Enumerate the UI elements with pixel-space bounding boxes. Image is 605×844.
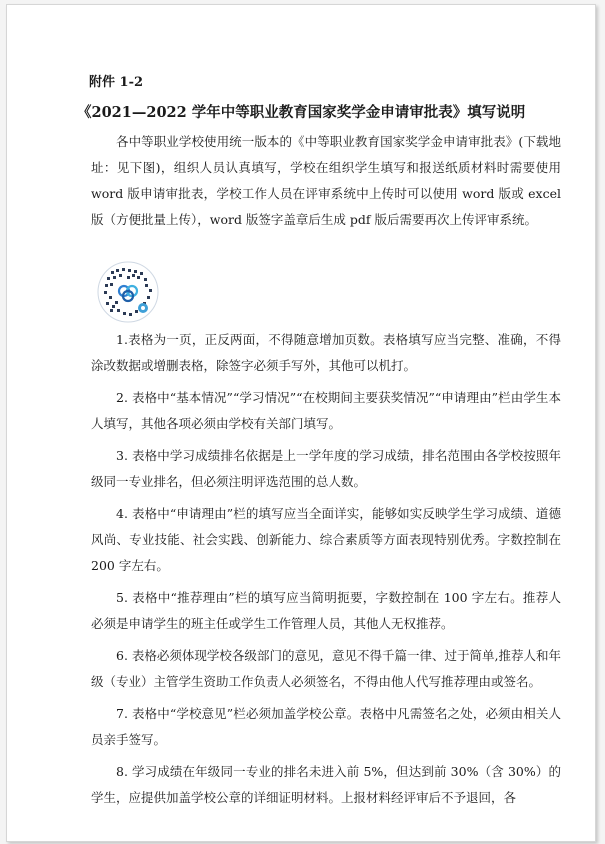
instruction-item-7: 7. 表格中“学校意见”栏必须加盖学校公章。表格中凡需签名之处，必须由相关人员亲手签写。: [91, 706, 561, 747]
attachment-label: 附件 1-2: [89, 75, 144, 90]
instruction-item-3: 3. 表格中学习成绩排名依据是上一学年度的学习成绩，排名范围由各学校按照年级同一专业排名，但必须注明评选范围的总人数。: [91, 448, 561, 489]
instruction-item-5: 5. 表格中“推荐理由”栏的填写应当简明扼要，字数控制在 100 字左右。推荐人必须是申请学生的班主任或学生工作管理人员，其他人无权推荐。: [91, 590, 561, 631]
qr-code-icon: [97, 261, 159, 323]
document-page: [6, 4, 596, 842]
instruction-item-6: 6. 表格必须体现学校各级部门的意见，意见不得千篇一律、过于简单,推荐人和年级（专业）主管学生资助工作负责人必须签名，不得由他人代写推荐理由或签名。: [91, 648, 561, 689]
instruction-list: [91, 327, 561, 817]
document-title: 《2021—2022 学年中等职业教育国家奖学金申请审批表》填写说明: [77, 104, 526, 121]
instruction-item-8: 8. 学习成绩在年级同一专业的排名未进入前 5%，但达到前 30%（含 30%）的学生，应提供加盖学校公章的详细证明材料。上报材料经评审后不予退回，各: [91, 764, 561, 805]
instruction-item-2: 2. 表格中“基本情况”“学习情况”“在校期间主要获奖情况”“申请理由”栏由学生本人填写，其他各项必须由学校有关部门填写。: [91, 390, 561, 431]
instruction-item-1: 1.表格为一页，正反两面，不得随意增加页数。表格填写应当完整、准确，不得涂改数据或增删表格，除签字必须手写外，其他可以机打。: [91, 332, 561, 373]
intro-paragraph: 各中等职业学校使用统一版本的《中等职业教育国家奖学金申请审批表》(下载地址：见下图)，组织人员认真填写，学校在组织学生填写和报送纸质材料时需要使用 word 版申请审批表，学校工作人员在评审系统中上传时可以使用 word 版或 excel 版（方便批量上传），word 版签字盖章后生成 pdf 版后需要再次上传评审系统。: [91, 134, 561, 227]
instruction-item-4: 4. 表格中“申请理由”栏的填写应当全面详实，能够如实反映学生学习成绩、道德风尚、专业技能、社会实践、创新能力、综合素质等方面表现特别优秀。字数控制在 200 字左右。: [91, 506, 561, 573]
